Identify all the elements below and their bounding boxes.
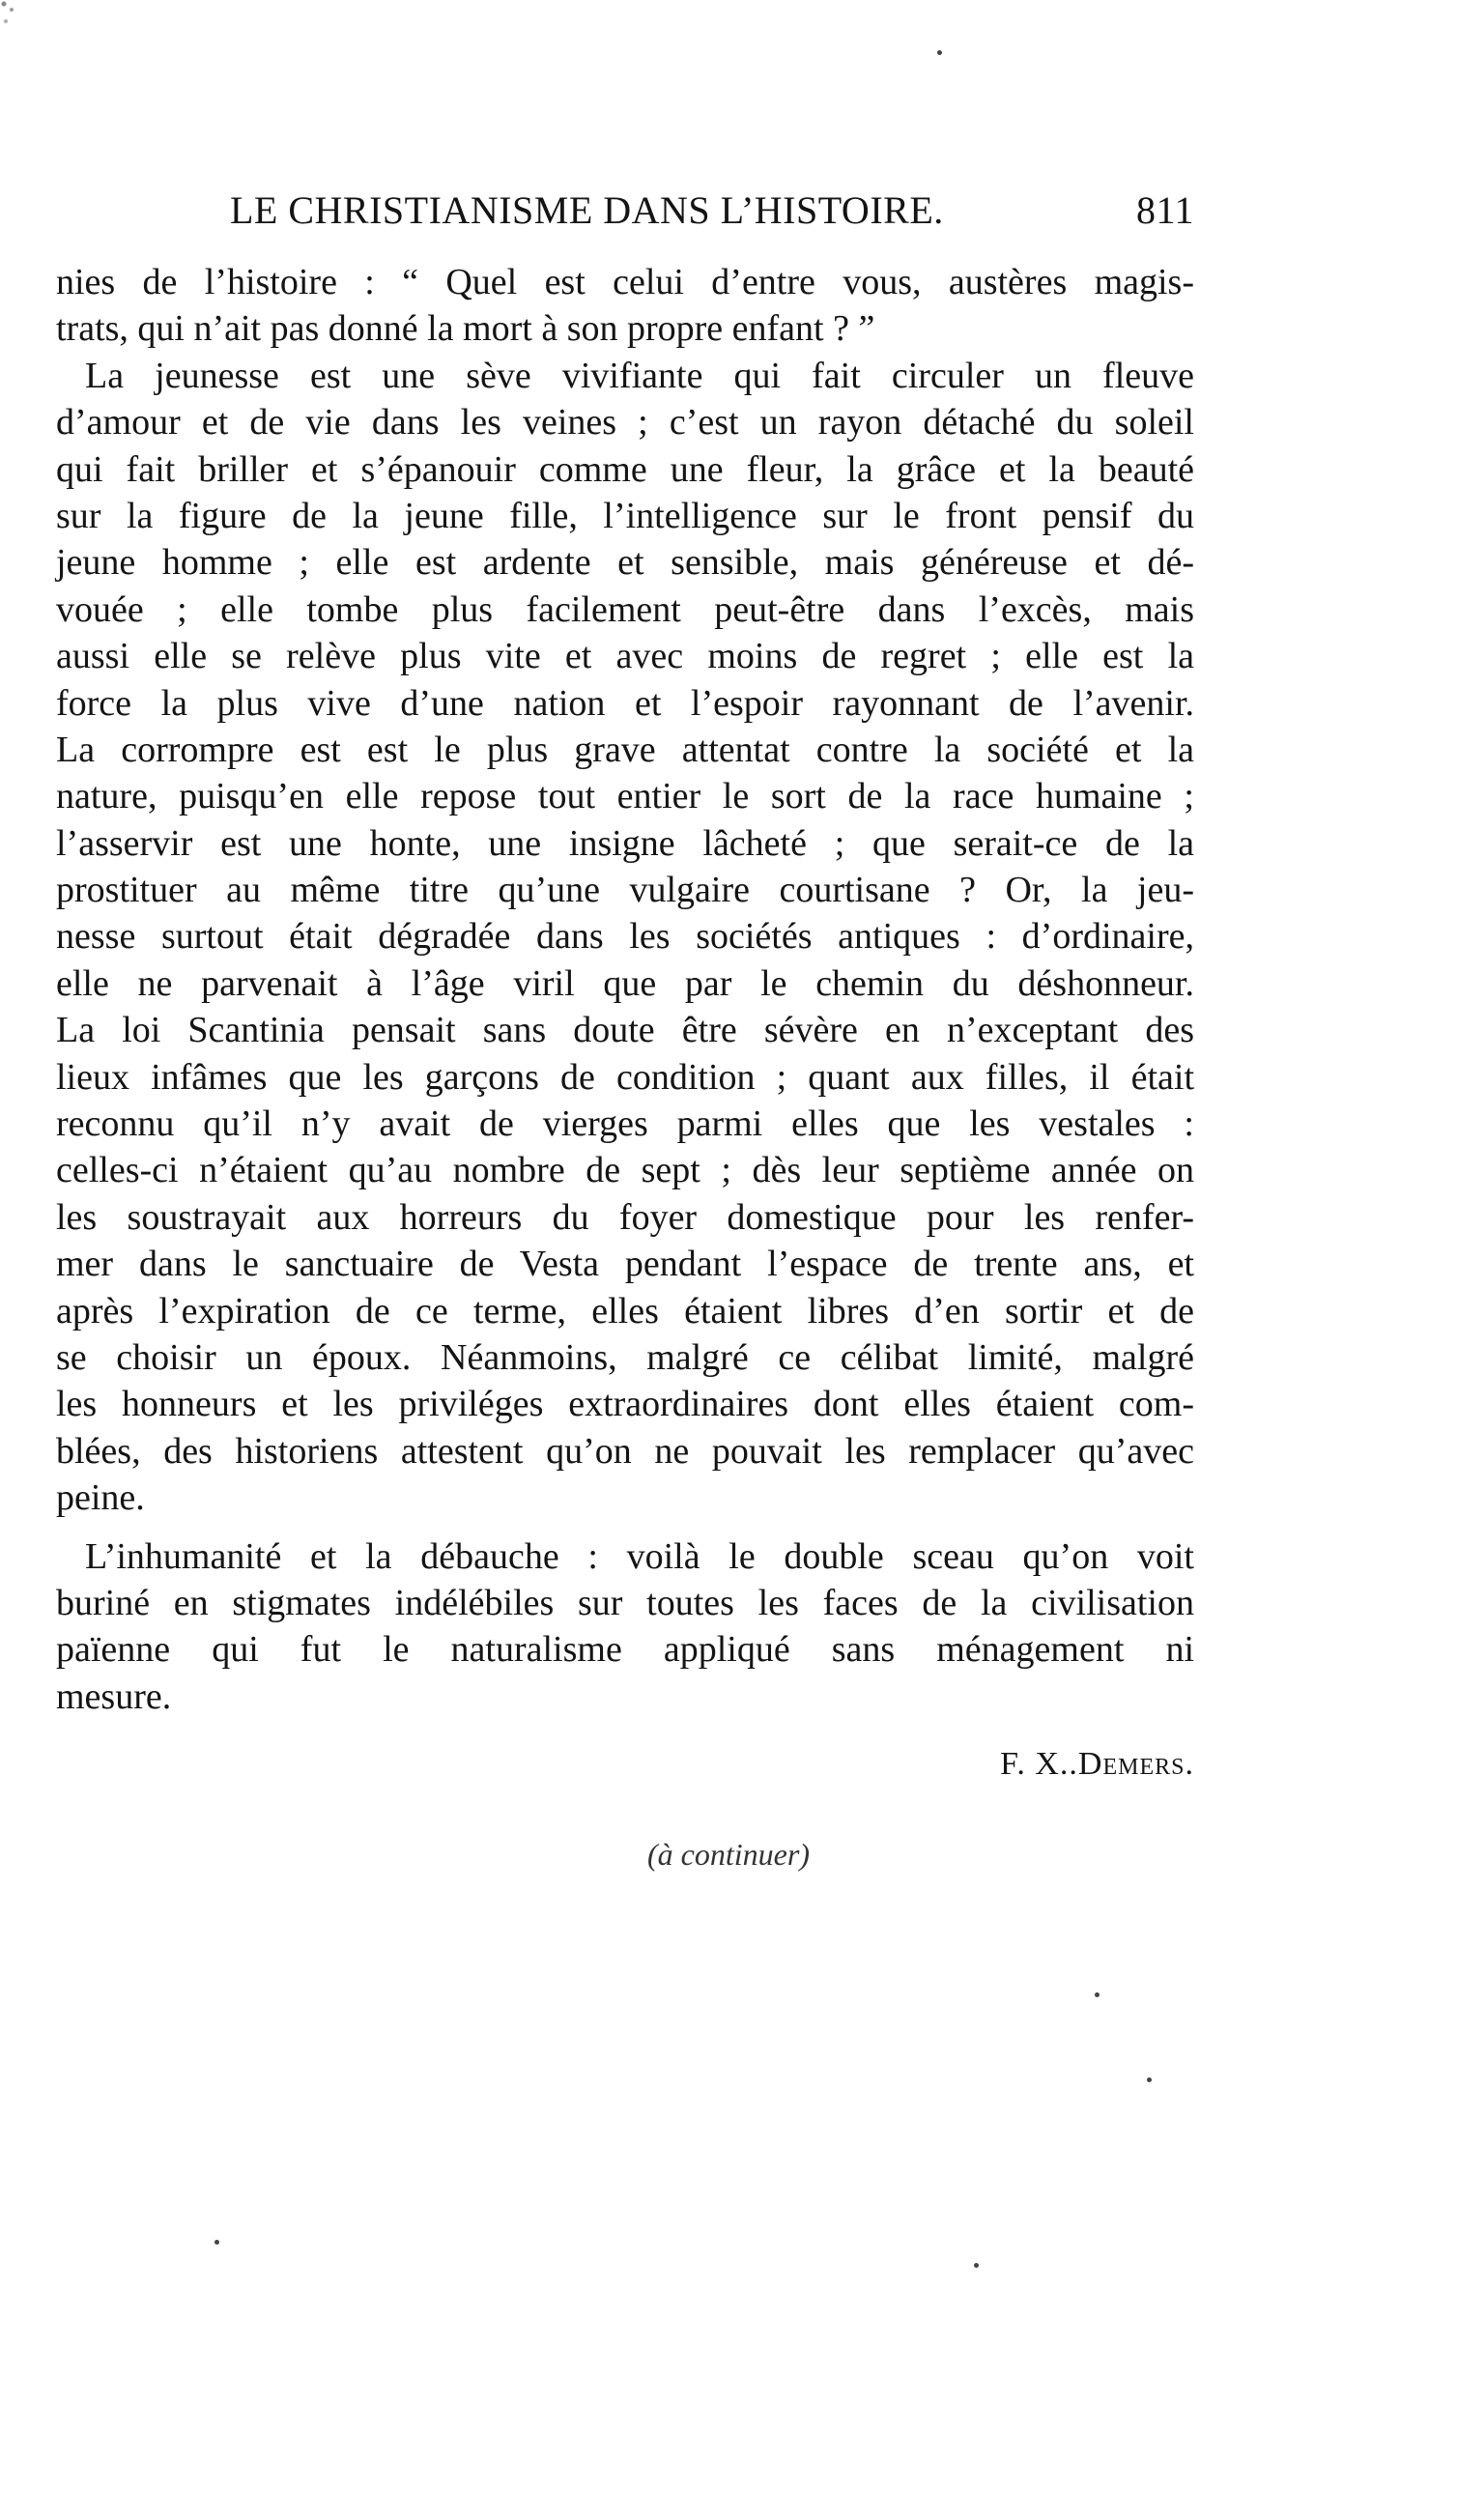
text-line: mesure.: [56, 1675, 172, 1717]
text-line: vouée ; elle tombe plus facilement peut-être dans l’excès, mais: [56, 588, 1194, 630]
page-number: 811: [1135, 188, 1194, 232]
text-line: nature, puisqu’en elle repose tout entier le sort de la race humaine ;: [56, 776, 1194, 817]
text-line: prostituer au même titre qu’une vulgaire courtisane ? Or, la jeu-: [56, 870, 1194, 911]
continuation-note: (à continuer): [647, 1837, 810, 1872]
author-initials: F. X.: [1000, 1746, 1070, 1782]
text-line: blées, des historiens attestent qu’on ne pouvait les remplacer qu’avec: [56, 1430, 1194, 1472]
text-line: nies de l’histoire : “ Quel est celui d’entre vous, austères magis-: [56, 262, 1194, 302]
running-head: [56, 182, 1194, 240]
text-line: trats, qui n’ait pas donné la mort à son propre enfant ? ”: [56, 308, 875, 350]
text-line: lieux infâmes que les garçons de condition ; quant aux filles, il était: [56, 1056, 1194, 1098]
text-line: d’amour et de vie dans les veines ; c’est un rayon détaché du soleil: [56, 402, 1194, 444]
scan-speck: [214, 2240, 219, 2245]
scan-speck: [1095, 1992, 1100, 1997]
text-line: peine.: [56, 1477, 145, 1519]
text-line: buriné en stigmates indélébiles sur toutes les faces de la civilisation: [56, 1582, 1194, 1623]
text-line: qui fait briller et s’épanouir comme une fleur, la grâce et la beauté: [56, 448, 1194, 490]
running-title: LE CHRISTIANISME DANS L’HISTOIRE.: [230, 188, 944, 232]
body-text: [56, 259, 1194, 1720]
text-line: celles-ci n’étaient qu’au nombre de sept ; dès leur septième année on: [56, 1150, 1194, 1191]
text-line: La jeunesse est une sève vivifiante qui fait circuler un fleuve: [85, 355, 1194, 396]
text-line: l’asservir est une honte, une insigne lâcheté ; que serait-ce de la: [56, 822, 1194, 864]
text-line: les soustrayait aux horreurs du foyer domestique pour les renfer-: [56, 1196, 1194, 1238]
scan-speck: [974, 2263, 979, 2268]
text-line: sur la figure de la jeune fille, l’intelligence sur le front pensif du: [56, 495, 1194, 536]
text-line: après l’expiration de ce terme, elles étaient libres d’en sortir et de: [56, 1290, 1194, 1332]
scan-corner-mark: [0, 0, 23, 39]
text-line: nesse surtout était dégradée dans les sociétés antiques : d’ordinaire,: [56, 916, 1194, 958]
author-signature: [1000, 1739, 1194, 1790]
text-line: reconnu qu’il n’y avait de vierges parmi elles que les vestales :: [56, 1103, 1194, 1145]
text-line: les honneurs et les priviléges extraordinaires dont elles étaient com-: [56, 1384, 1194, 1425]
text-line: se choisir un époux. Néanmoins, malgré ce célibat limité, malgré: [56, 1336, 1194, 1378]
text-line: païenne qui fut le naturalisme appliqué sans ménagement ni: [56, 1629, 1194, 1671]
author-surname: .Demers.: [1069, 1746, 1194, 1782]
text-line: jeune homme ; elle est ardente et sensible, mais généreuse et dé-: [56, 542, 1194, 584]
text-line: elle ne parvenait à l’âge viril que par le chemin du déshonneur.: [56, 962, 1194, 1004]
text-line: La loi Scantinia pensait sans doute être sévère en n’exceptant des: [56, 1010, 1194, 1051]
text-line: mer dans le sanctuaire de Vesta pendant l’espace de trente ans, et: [56, 1244, 1194, 1285]
text-line: force la plus vive d’une nation et l’espoir rayonnant de l’avenir.: [56, 682, 1194, 724]
scan-speck: [1147, 2077, 1152, 2082]
scan-speck: [937, 50, 942, 55]
paragraph-gap: [56, 1522, 1194, 1533]
text-line: La corrompre est est le plus grave attentat contre la société et la: [56, 729, 1194, 770]
text-line: L’inhumanité et la débauche : voilà le double sceau qu’on voit: [85, 1535, 1194, 1577]
text-line: aussi elle se relève plus vite et avec moins de regret ; elle est la: [56, 636, 1194, 677]
